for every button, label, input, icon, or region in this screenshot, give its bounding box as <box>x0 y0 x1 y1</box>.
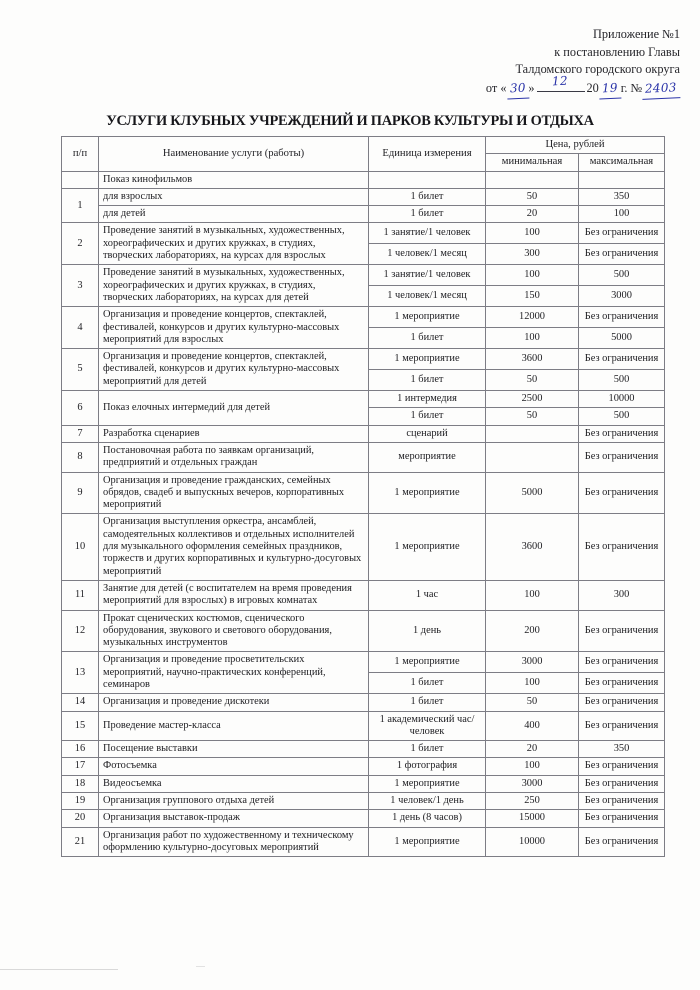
table-row <box>62 652 665 673</box>
table-cell-num: 4 <box>62 307 99 349</box>
table-cell-max: Без ограничения <box>579 652 665 673</box>
table-cell-name: для детей <box>99 206 369 223</box>
table-cell-max: Без ограничения <box>579 793 665 810</box>
table-row <box>62 206 665 223</box>
col-header-num: п/п <box>62 137 99 172</box>
table-cell-num: 10 <box>62 514 99 580</box>
table-row <box>62 758 665 775</box>
table-cell-num: 5 <box>62 349 99 391</box>
table-cell-max: 500 <box>579 370 665 391</box>
table-cell-num: 13 <box>62 652 99 694</box>
table-cell-max: Без ограничения <box>579 673 665 694</box>
table-cell-min: 15000 <box>486 810 579 827</box>
table-cell-max: Без ограничения <box>579 694 665 711</box>
table-cell-min <box>486 171 579 188</box>
services-price-table-container <box>61 136 664 857</box>
date-year-tail: г. № <box>620 80 643 95</box>
table-cell-num: 7 <box>62 425 99 442</box>
table-cell-name: Проведение мастер-класса <box>99 711 369 741</box>
table-cell-min: 50 <box>486 370 579 391</box>
table-row <box>62 391 665 408</box>
table-cell-max: Без ограничения <box>579 827 665 857</box>
table-cell-min: 200 <box>486 610 579 652</box>
table-row <box>62 265 665 286</box>
scan-artifact-dot <box>196 966 205 967</box>
table-cell-unit: сценарий <box>369 425 486 442</box>
table-row <box>62 307 665 328</box>
table-cell-max: Без ограничения <box>579 610 665 652</box>
table-cell-name: Организация и проведение концертов, спектаклей, фестивалей, конкурсов и других культурно-массовых мероприятий для детей <box>99 349 369 391</box>
table-cell-max: Без ограничения <box>579 349 665 370</box>
table-cell-unit: 1 мероприятие <box>369 472 486 514</box>
table-cell-unit: 1 фотография <box>369 758 486 775</box>
table-cell-unit: 1 мероприятие <box>369 307 486 328</box>
decree-authority-line: к постановлению Главы <box>554 44 680 59</box>
table-cell-num: 15 <box>62 711 99 741</box>
table-cell-max: 100 <box>579 206 665 223</box>
table-row <box>62 580 665 610</box>
table-cell-num: 12 <box>62 610 99 652</box>
table-cell-min: 20 <box>486 741 579 758</box>
table-cell-min: 100 <box>486 265 579 286</box>
date-month-rule <box>537 73 585 92</box>
table-cell-name: для взрослых <box>99 188 369 205</box>
table-cell-unit: 1 билет <box>369 206 486 223</box>
table-cell-name: Организация и проведение гражданских, семейных обрядов, свадеб и выпускных вечеров, корпоративных мероприятий <box>99 472 369 514</box>
table-row <box>62 711 665 741</box>
table-cell-max: 10000 <box>579 391 665 408</box>
table-cell-num: 6 <box>62 391 99 426</box>
table-cell-name: Прокат сценических костюмов, сценического оборудования, звукового и светового оборудования, музыкальных инструментов <box>99 610 369 652</box>
table-cell-name: Организация выставок-продаж <box>99 810 369 827</box>
table-row <box>62 793 665 810</box>
table-cell-unit: 1 человек/1 месяц <box>369 286 486 307</box>
table-cell-min: 3600 <box>486 514 579 580</box>
table-cell-unit: 1 билет <box>369 370 486 391</box>
table-cell-num <box>62 171 99 188</box>
table-cell-min: 100 <box>486 223 579 244</box>
table-cell-max: 350 <box>579 188 665 205</box>
table-cell-num: 17 <box>62 758 99 775</box>
table-cell-min: 2500 <box>486 391 579 408</box>
table-row <box>62 514 665 580</box>
table-cell-unit: 1 человек/1 день <box>369 793 486 810</box>
table-cell-max: Без ограничения <box>579 223 665 244</box>
table-cell-unit: 1 мероприятие <box>369 652 486 673</box>
table-cell-max: Без ограничения <box>579 711 665 741</box>
table-cell-unit: 1 мероприятие <box>369 514 486 580</box>
table-cell-name: Занятие для детей (с воспитателем на время проведения мероприятий для взрослых) в игровых комнатах <box>99 580 369 610</box>
table-cell-num: 2 <box>62 223 99 265</box>
services-price-table <box>61 136 665 857</box>
table-cell-num: 21 <box>62 827 99 857</box>
table-cell-name: Организация группового отдыха детей <box>99 793 369 810</box>
table-cell-name: Организация и проведение концертов, спектаклей, фестивалей, конкурсов и других культурно-массовых мероприятий для взрослых <box>99 307 369 349</box>
date-prefix: от « <box>485 80 507 95</box>
table-cell-unit: 1 час <box>369 580 486 610</box>
table-cell-num: 19 <box>62 793 99 810</box>
table-cell-max: Без ограничения <box>579 244 665 265</box>
table-cell-max <box>579 171 665 188</box>
date-day-handwritten: 30 <box>506 79 529 98</box>
table-header-row-1 <box>62 137 665 154</box>
table-cell-min: 3000 <box>486 652 579 673</box>
table-cell-num: 1 <box>62 188 99 223</box>
table-cell-min: 12000 <box>486 307 579 328</box>
table-cell-unit <box>369 171 486 188</box>
municipality-line: Талдомского городского округа <box>515 62 680 76</box>
table-cell-max: Без ограничения <box>579 758 665 775</box>
table-cell-min: 50 <box>486 408 579 425</box>
table-cell-name: Постановочная работа по заявкам организаций, предприятий и отдельных граждан <box>99 442 369 472</box>
table-cell-min: 50 <box>486 188 579 205</box>
table-cell-min: 20 <box>486 206 579 223</box>
table-cell-min: 250 <box>486 793 579 810</box>
table-cell-min: 10000 <box>486 827 579 857</box>
table-cell-name: Видеосъемка <box>99 775 369 792</box>
table-cell-name: Организация работ по художественному и техническому оформлению культурно-досуговых мероприятий <box>99 827 369 857</box>
table-cell-num: 9 <box>62 472 99 514</box>
decree-date-line <box>380 73 680 99</box>
table-cell-name: Проведение занятий в музыкальных, художественных, хореографических и других кружках, в студиях, творческих лабораториях, на курсах для детей <box>99 265 369 307</box>
table-cell-min: 100 <box>486 673 579 694</box>
table-cell-min: 50 <box>486 694 579 711</box>
table-cell-unit: 1 мероприятие <box>369 775 486 792</box>
table-cell-unit: 1 день <box>369 610 486 652</box>
table-row <box>62 810 665 827</box>
table-cell-num: 20 <box>62 810 99 827</box>
appendix-number: Приложение №1 <box>593 27 680 41</box>
table-cell-unit: мероприятие <box>369 442 486 472</box>
table-cell-name: Организация и проведение просветительских мероприятий, научно-практических конференций, семинаров <box>99 652 369 694</box>
table-row <box>62 472 665 514</box>
table-row <box>62 188 665 205</box>
table-cell-min <box>486 442 579 472</box>
col-header-price-max: максимальная <box>579 154 665 171</box>
table-row <box>62 610 665 652</box>
table-cell-max: 3000 <box>579 286 665 307</box>
table-cell-name: Организация выступления оркестра, ансамблей, самодеятельных коллективов и отдельных исполнителей для музыкального оформления семейных праздников, торжеств и других корпоративных и культурно-досуговых мероприятий <box>99 514 369 580</box>
table-cell-name: Проведение занятий в музыкальных, художественных, хореографических и других кружках, в студиях, творческих лабораториях, на курсах для взрослых <box>99 223 369 265</box>
table-cell-max: Без ограничения <box>579 425 665 442</box>
table-cell-max: Без ограничения <box>579 442 665 472</box>
col-header-name: Наименование услуги (работы) <box>99 137 369 172</box>
table-cell-max: 500 <box>579 408 665 425</box>
table-cell-min <box>486 425 579 442</box>
table-cell-min: 3000 <box>486 775 579 792</box>
table-cell-num: 18 <box>62 775 99 792</box>
table-body <box>62 171 665 857</box>
table-cell-min: 100 <box>486 328 579 349</box>
date-year-handwritten: 19 <box>598 79 621 98</box>
scan-artifact-line <box>0 969 118 970</box>
table-cell-unit: 1 человек/1 месяц <box>369 244 486 265</box>
table-row <box>62 349 665 370</box>
table-cell-min: 100 <box>486 580 579 610</box>
table-cell-min: 300 <box>486 244 579 265</box>
table-cell-min: 5000 <box>486 472 579 514</box>
table-cell-max: 300 <box>579 580 665 610</box>
table-cell-min: 400 <box>486 711 579 741</box>
table-cell-name: Фотосъемка <box>99 758 369 775</box>
table-row <box>62 827 665 857</box>
table-cell-unit: 1 день (8 часов) <box>369 810 486 827</box>
table-cell-num: 16 <box>62 741 99 758</box>
table-cell-name: Разработка сценариев <box>99 425 369 442</box>
table-cell-max: Без ограничения <box>579 472 665 514</box>
date-month-handwritten: 12 <box>551 73 568 89</box>
page-title: УСЛУГИ КЛУБНЫХ УЧРЕЖДЕНИЙ И ПАРКОВ КУЛЬТУРЫ И ОТДЫХА <box>106 113 594 129</box>
table-row <box>62 442 665 472</box>
table-cell-num: 14 <box>62 694 99 711</box>
table-cell-min: 3600 <box>486 349 579 370</box>
table-cell-unit: 1 билет <box>369 694 486 711</box>
table-row <box>62 223 665 244</box>
table-cell-unit: 1 занятие/1 человек <box>369 265 486 286</box>
table-cell-unit: 1 академический час/человек <box>369 711 486 741</box>
table-cell-max: Без ограничения <box>579 514 665 580</box>
table-row <box>62 425 665 442</box>
document-header <box>380 26 680 98</box>
table-cell-min: 150 <box>486 286 579 307</box>
table-cell-num: 3 <box>62 265 99 307</box>
table-cell-max: Без ограничения <box>579 307 665 328</box>
table-cell-max: 5000 <box>579 328 665 349</box>
table-cell-name: Организация и проведение дискотеки <box>99 694 369 711</box>
col-header-unit: Единица измерения <box>369 137 486 172</box>
table-row <box>62 694 665 711</box>
col-header-price-group: Цена, рублей <box>486 137 665 154</box>
table-cell-unit: 1 мероприятие <box>369 827 486 857</box>
table-cell-unit: 1 билет <box>369 673 486 694</box>
table-head <box>62 137 665 172</box>
table-cell-name: Показ елочных интермедий для детей <box>99 391 369 426</box>
table-cell-max: Без ограничения <box>579 810 665 827</box>
table-section-row <box>62 171 665 188</box>
table-cell-max: 500 <box>579 265 665 286</box>
table-cell-unit: 1 мероприятие <box>369 349 486 370</box>
table-cell-unit: 1 билет <box>369 408 486 425</box>
table-row <box>62 741 665 758</box>
table-cell-num: 11 <box>62 580 99 610</box>
col-header-price-min: минимальная <box>486 154 579 171</box>
table-cell-max: 350 <box>579 741 665 758</box>
date-year-prefix: 20 <box>586 80 599 95</box>
table-section-label: Показ кинофильмов <box>99 171 369 188</box>
table-cell-num: 8 <box>62 442 99 472</box>
table-cell-unit: 1 занятие/1 человек <box>369 223 486 244</box>
table-cell-unit: 1 билет <box>369 188 486 205</box>
table-cell-unit: 1 интермедия <box>369 391 486 408</box>
date-quote-close: » <box>528 80 535 95</box>
decree-number-handwritten: 2403 <box>642 79 681 99</box>
table-cell-min: 100 <box>486 758 579 775</box>
table-cell-max: Без ограничения <box>579 775 665 792</box>
table-cell-unit: 1 билет <box>369 741 486 758</box>
table-row <box>62 775 665 792</box>
table-cell-unit: 1 билет <box>369 328 486 349</box>
table-cell-name: Посещение выставки <box>99 741 369 758</box>
